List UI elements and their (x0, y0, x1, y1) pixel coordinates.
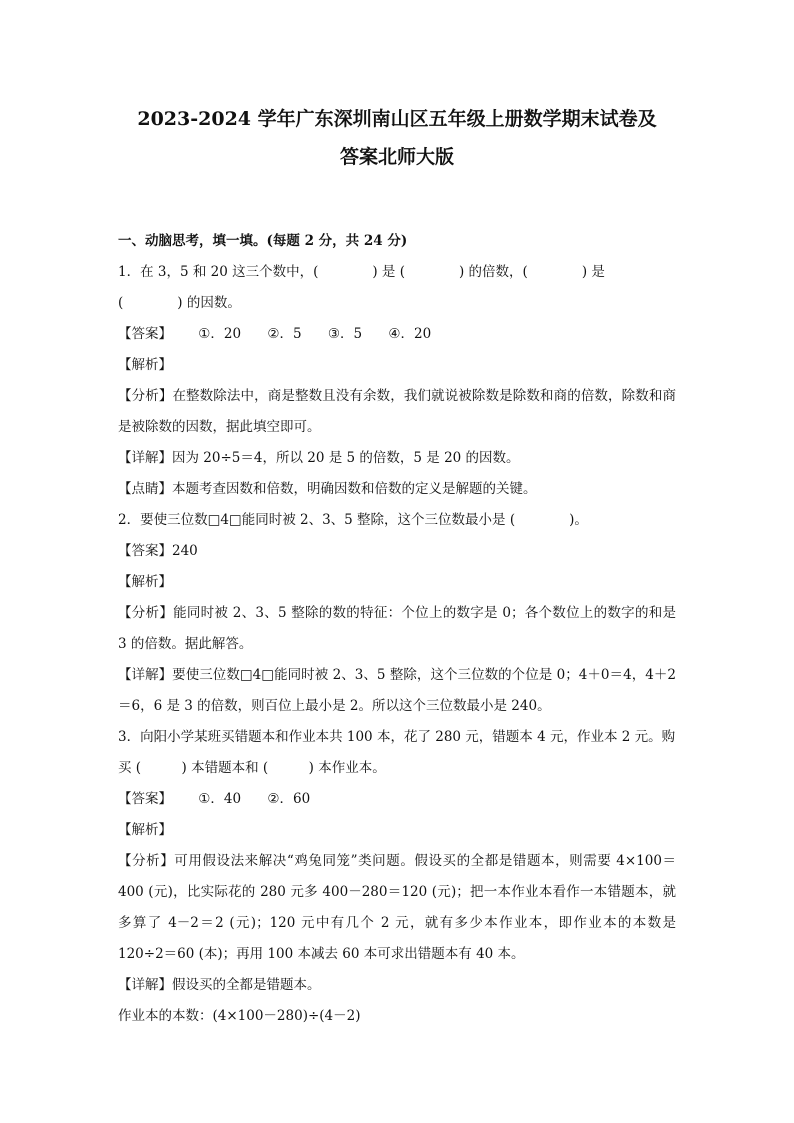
question-3-calc: 作业本的本数：(4×100－280)÷(4－2) (118, 1008, 361, 1024)
question-3-answer (118, 784, 676, 815)
question-1-line-2: ( ) 的因数。 (118, 295, 241, 311)
answer-tag: 【答案】 (118, 326, 172, 342)
question-2-xiangjie: 【详解】要使三位数□4□能同时被 2、3、5 整除，这个三位数的个位是 0；4＋0＝4，4＋2＝6，6 是 3 的倍数，则百位上最小是 2。所以这个三位数最小是 240。 (118, 667, 676, 714)
answer-item: ③．5 (327, 326, 363, 342)
section-heading: 一、动脑思考，填一填。(每题 2 分，共 24 分) (118, 233, 408, 249)
answer-item: ②．5 (267, 326, 302, 342)
question-1-xiangjie: 【详解】因为 20÷5＝4，所以 20 是 5 的倍数，5 是 20 的因数。 (118, 450, 520, 466)
question-2-line-1: 2．要使三位数□4□能同时被 2、3、5 整除，这个三位数最小是 ( )。 (118, 512, 588, 528)
question-3-line-1: 3．向阳小学某班买错题本和作业本共 100 本，花了 280 元，错题本 4 元，作业本 2 元。购 (118, 729, 676, 745)
question-1-line-1: 1．在 3，5 和 20 这三个数中，( ) 是 ( ) 的倍数，( ) 是 (118, 264, 605, 280)
question-3-fenxi: 【分析】可用假设法来解决“鸡兔同笼”类问题。假设买的全都是错题本，则需要 4×100＝400 (元)，比实际花的 280 元多 400－280＝120 (元)；把一本作业本看作一本错题本，就多算了 4－2＝2 (元)；120 元中有几个 2 元，就有多少本作业本，即作业本的本数是 120÷2＝60 (本)；再用 100 本减去 60 本可求出错题本有 40 本。 (118, 853, 676, 962)
answer-item: ①．40 (198, 791, 242, 807)
question-1-analysis-tag: 【解析】 (118, 357, 172, 373)
question-1-fenxi: 【分析】在整数除法中，商是整数且没有余数，我们就说被除数是除数和商的倍数，除数和商是被除数的因数，据此填空即可。 (118, 388, 676, 435)
answer-item: ①．20 (198, 326, 242, 342)
answer-item: ②．60 (267, 791, 311, 807)
question-3-xiangjie: 【详解】假设买的全都是错题本。 (118, 977, 321, 993)
question-3-analysis-tag: 【解析】 (118, 822, 172, 838)
question-2-answer: 【答案】240 (118, 543, 198, 559)
answer-tag: 【答案】 (118, 791, 172, 807)
title-line-2: 答案北师大版 (339, 146, 454, 168)
question-1-answer (118, 319, 676, 350)
question-1-dianjing: 【点睛】本题考查因数和倍数，明确因数和倍数的定义是解题的关键。 (118, 481, 537, 497)
question-2-analysis-tag: 【解析】 (118, 574, 172, 590)
question-3-line-2: 买 ( ) 本错题本和 ( ) 本作业本。 (118, 760, 386, 776)
document-title (100, 100, 694, 176)
answer-item: ④．20 (388, 326, 432, 342)
title-line-1: 2023-2024 学年广东深圳南山区五年级上册数学期末试卷及 (137, 108, 657, 130)
question-2-fenxi: 【分析】能同时被 2、3、5 整除的数的特征：个位上的数字是 0；各个数位上的数字的和是 3 的倍数。据此解答。 (118, 605, 676, 652)
document-body (118, 226, 676, 1032)
